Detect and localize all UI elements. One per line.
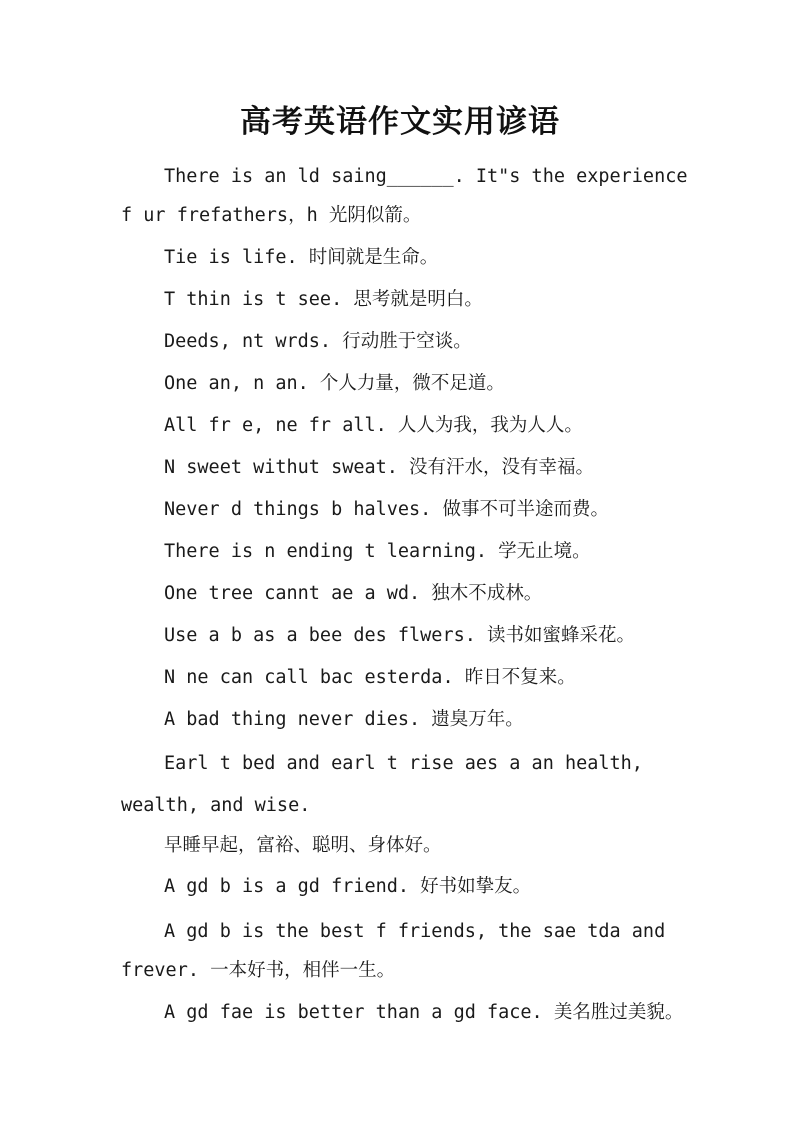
text-line: wealth, and wise. bbox=[121, 795, 311, 816]
text-line: There is n ending t learning. 学无止境。 bbox=[164, 541, 591, 562]
text-line: A gd b is the best f friends, the sae tda and bbox=[164, 921, 666, 942]
text-line: Use a b as a bee des flwers. 读书如蜜蜂采花。 bbox=[164, 625, 636, 646]
text-line: Earl t bed and earl t rise aes a an health, bbox=[164, 753, 643, 774]
text-line: frever. 一本好书，相伴一生。 bbox=[121, 960, 396, 981]
text-line: A gd b is a gd friend. 好书如挚友。 bbox=[164, 876, 532, 897]
text-line: Tie is life. 时间就是生命。 bbox=[164, 247, 439, 268]
text-line: N ne can call bac esterda. 昨日不复来。 bbox=[164, 667, 576, 688]
text-line: T thin is t see. 思考就是明白。 bbox=[164, 289, 483, 310]
page-title: 高考英语作文实用谚语 bbox=[240, 104, 560, 140]
text-line: A gd fae is better than a gd face. 美名胜过美貌。 bbox=[164, 1002, 684, 1023]
text-line: A bad thing never dies. 遗臭万年。 bbox=[164, 709, 524, 730]
text-line: f ur frefathers，h 光阴似箭。 bbox=[121, 205, 422, 226]
text-line: Never d things b halves. 做事不可半途而费。 bbox=[164, 499, 609, 520]
text-line: One an, n an. 个人力量，微不足道。 bbox=[164, 373, 505, 394]
text-line: 早睡早起，富裕、聪明、身体好。 bbox=[164, 835, 442, 856]
text-line: One tree cannt ae a wd. 独木不成林。 bbox=[164, 583, 543, 604]
text-line: N sweet withut sweat. 没有汗水，没有幸福。 bbox=[164, 457, 595, 478]
text-line: Deeds, nt wrds. 行动胜于空谈。 bbox=[164, 331, 472, 352]
text-line: All fr e, ne fr all. 人人为我，我为人人。 bbox=[164, 415, 583, 436]
text-line: There is an ld saing______. It"s the experience bbox=[164, 166, 688, 187]
